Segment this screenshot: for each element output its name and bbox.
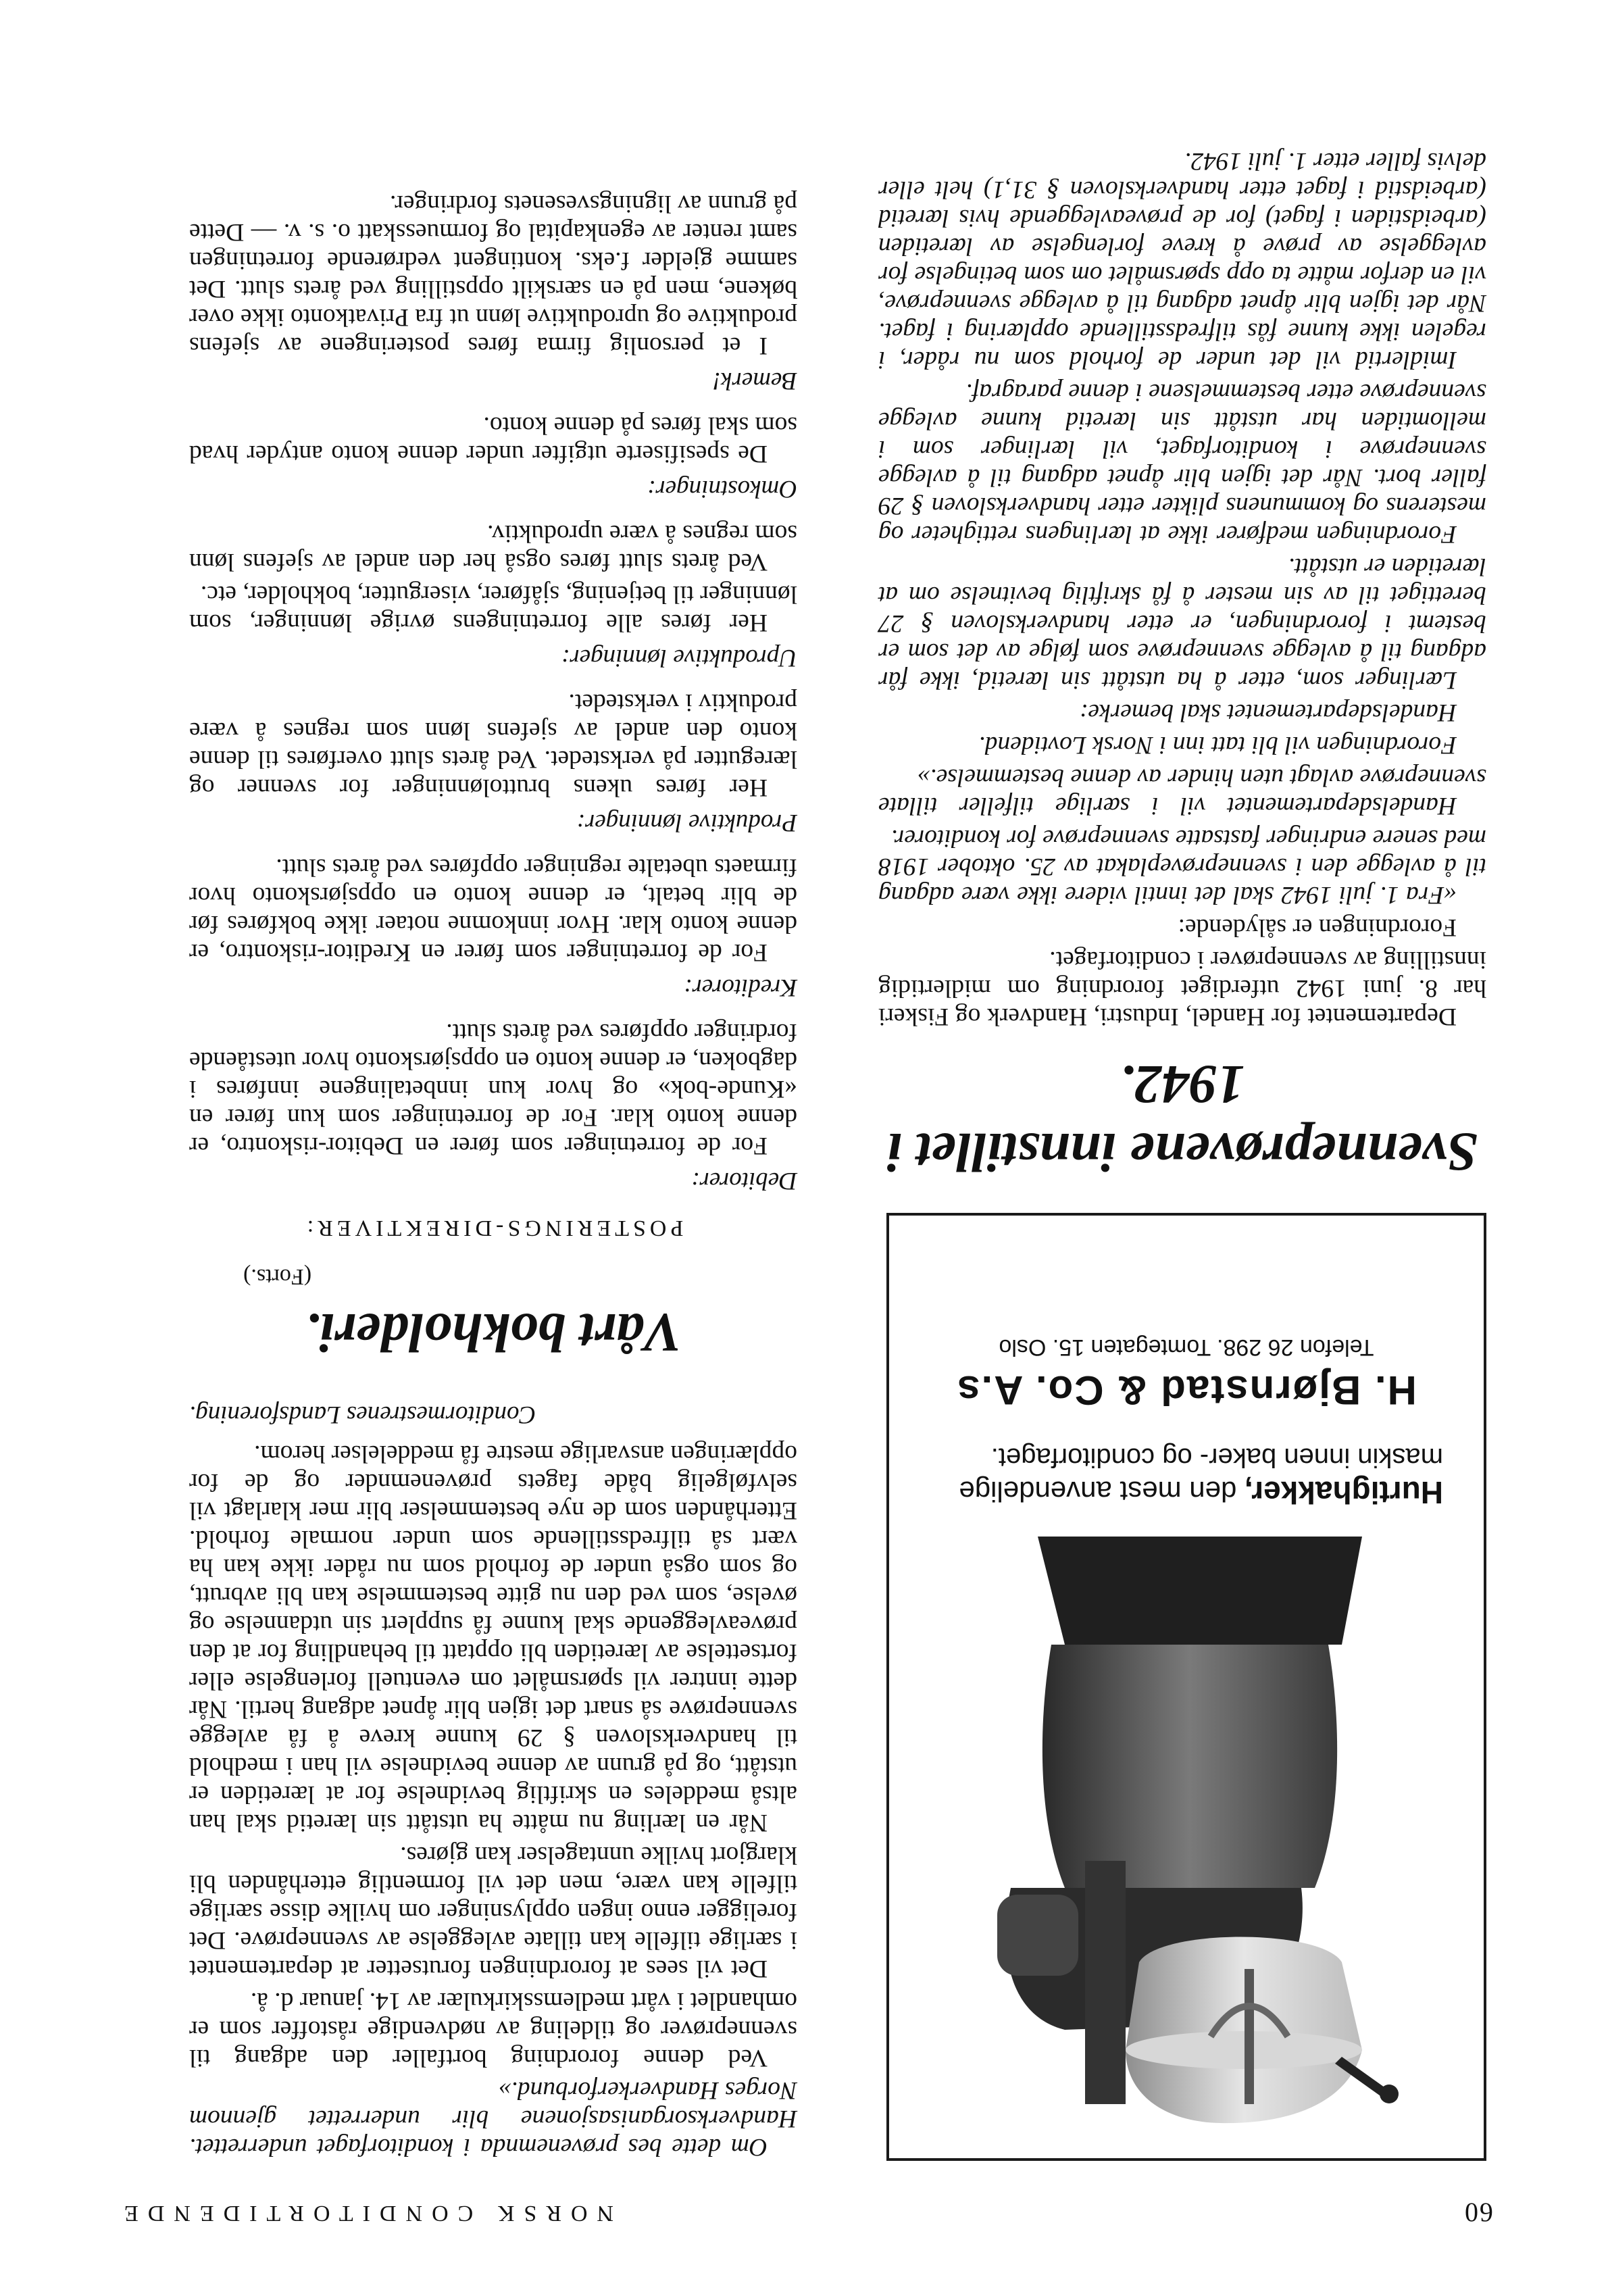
subheading-uproduktive: Uproduktive lønninger: bbox=[561, 644, 797, 672]
ad-line-2: maskin innen baker- og conditorfaget. bbox=[990, 1443, 1443, 1472]
paragraph-uproduktive-1: Her føres alle forretningens øvrige lønninger, som lønninger til betjening, sjåfører, visergutter, bokholder, etc. bbox=[189, 580, 797, 637]
paragraph-omkostninger: De spesifiserte utgifter under denne konto antyder hvad som skal føres på denne konto. bbox=[189, 411, 797, 468]
paragraph-debitorer: For de forretninger som fører en Debitor-riskontro, er denne konto klar. For de forretninger som kun fører en «Kunde-bok» og hvor kun innbetalingene innføres i dagboken, er denne konto en oppsjørskonto hvor utestående fordringer oppføres ved årets slutt. bbox=[189, 1018, 797, 1159]
article1-paragraph-1: Om dette bes prøvenemnda i konditorfaget underrettet. Handverksorganisasjonene blir underrettet gjennom Norges Handverkerforbund.» bbox=[189, 2076, 797, 2161]
article1-quote-1: «Fra 1. juli 1942 skal det inntil videre ikke være adgang til å avlegge den i svenneprøveplakat av 25. oktober 1918 med senere endringer fastsatte svenneprøve for konditorer. bbox=[878, 824, 1486, 909]
article1-paragraph-3: Det vil sees at forordningen forutsetter at departementet i særlige tilfelle kan tillate avleggelse av svenneprøve. Det foreligger enno ingen opplysninger om hvilke disse særlige tilfelle kan være, men det vil formentlig etterhånden bli klargjort hvilke unntagelser kan gjøres. bbox=[189, 1841, 797, 1982]
mixer-machine-photo-icon bbox=[930, 1537, 1443, 2131]
article2-continued: (Forts.) bbox=[243, 1264, 312, 1289]
article2-title: Vårt bokholderi. bbox=[305, 1302, 681, 1364]
ad-text-block bbox=[930, 1334, 1443, 1509]
ad-line-1-rest: den mest anvendelige bbox=[959, 1476, 1237, 1507]
page-number: 60 bbox=[1463, 2197, 1493, 2228]
paragraph-bemerk: I et personlig firma føres posteringene av sjefens produktive og uproduktive lønn ut fra Privatkonto ikke over bøkene, men på en særskilt oppstilling ved årets slutt. Det samme gjelder f.eks. kontingent vedrørende forretningen samt renter av egenkapital og formuesskatt o. s. v. — Dette på grunn av ligningsvesenets fordringer. bbox=[189, 190, 797, 359]
paragraph-uproduktive-2: Ved årets slutt føres også her den andel av sjefens lønn som regnes å være uproduktiv. bbox=[189, 520, 797, 576]
article1-quote-3: Forordningen vil bli tatt inn i Norsk Lovtidend. bbox=[978, 731, 1457, 759]
article1-quote-2: Handelsdepartementet vil i særlige tilfeller tillate svenneprøve avlagt uten hinder av denne bestemmelse.» bbox=[878, 764, 1486, 820]
subheading-produktive: Produktive lønninger: bbox=[576, 809, 797, 837]
subheading-omkostninger: Omkostninger: bbox=[647, 475, 797, 503]
journal-title: NORSK CONDITORTIDENDE bbox=[115, 2201, 614, 2226]
right-column bbox=[189, 185, 797, 2161]
paragraph-kreditorer: For de forretninger som fører en Kreditor-riskontro, er denne konto klar. Hvor innkomne notaer ikke bokføres før de blir betalt, er denne konto en oppsjørskonto hvor firmaets ubetalte regninger oppføres ved årets slutt. bbox=[189, 853, 797, 966]
ad-company-name: H. Bjørnstad & Co. A.s bbox=[956, 1368, 1417, 1413]
left-column bbox=[878, 143, 1486, 2161]
article2-section-title: POSTERINGS-DIREKTIVER: bbox=[303, 1216, 684, 1241]
ad-product-name: Hurtighakker, bbox=[1245, 1475, 1443, 1510]
article1-quote-4: Handelsdepartementet skal bemerke: bbox=[1079, 699, 1457, 726]
article1-paragraph-2: Ved denne forordning bortfaller den adgang til svenneprøver og tildeling av nødvendige råstoffer som er omhandlet i vårt medlemsskirkulær av 14. januar d. å. bbox=[189, 1987, 797, 2072]
subheading-debitorer: Debitorer: bbox=[691, 1167, 797, 1195]
subheading-kreditorer: Kreditorer: bbox=[684, 974, 797, 1001]
subheading-bemerk: Bemerk! bbox=[712, 367, 797, 395]
article1-quote-6: Forordningen medfører ikke at lærlingens rettigheter og mesterens og kommunens plikter etter handverksloven § 29 faller bort. Når det igjen blir åpnet adgang til å avlegge svenneprøve i konditorfaget, vil lærlinger som i mellomtiden har utstått sin læretid kunne avlegge svenneprøve etter bestemmelsene i denne paragraf. bbox=[878, 378, 1486, 548]
ad-address: Telefon 26 298. Tomtegaten 15. Oslo bbox=[999, 1334, 1374, 1360]
running-head bbox=[115, 2188, 1493, 2228]
article1-quote-5: Lærlinger som, etter å ha utstått sin læretid, ikke får adgang til å avlegge svenneprøve som følge av det som er bestemt i forordningen, er etter handverksloven § 27 berettiget til av sin mester å få skriftlig bevitnelse om at læretiden er utstått. bbox=[878, 553, 1486, 694]
paragraph-produktive: Her føres ukens bruttolønninger for svenner og læregutter på verkstedet. Ved årets slutt overføres til denne konto den andel av sjefens lønn som regnes å være produktiv i verkstedet. bbox=[189, 689, 797, 801]
ad-line-1 bbox=[930, 1474, 1443, 1509]
article1-lead: Forordningen er sålydende: bbox=[1178, 914, 1457, 941]
article1-quote-7: Imidlertid vil det under de forhold som nu råder, i regelen ikke kunne fås tilfredsstillende opplæring i faget. Når det igjen blir åpnet adgang til å avlegge svenneprøve, vil en derfor måtte ta opp spørsmålet om som betingelse for avleggelse av prøve å kreve forlengelse av læretiden (arbeidstiden i faget) for de prøveavleggende hvis læretid (arbeidstid i faget etter handverksloven § 31,1) helt eller delvis faller etter 1. juli 1942. bbox=[878, 147, 1486, 374]
article1-title: Svenneprøvene innstillet i 1942. bbox=[886, 1054, 1478, 1183]
advertisement bbox=[886, 1213, 1486, 2161]
article1-intro: Departementet for Handel, Industri, Handverk og Fiskeri har 8. juni 1942 utferdiget forordning om midlertidig innstilling av svenneprøver i conditorfaget. bbox=[878, 946, 1486, 1030]
article1-signature: Conditormestrenes Landsforening. bbox=[189, 1401, 536, 1428]
article1-paragraph-4: Når en lærling nu måtte ha utstått sin læretid skal han altså meddeles en skriftlig bevidnelse for at læretiden er utstått, og på grunn av denne bevidnelse vil han i medhold til handverksloven § 29 kunne kreve å få avlegge svenneprøve så snart det igjen blir åpnet adgang hertil. Når dette inntrer vil spørsmålet om eventuell forlengelse eller fortsettelse av læretiden bli opptatt til behandling for at den prøveavleggende skal kunne få supplert sin utdannelse og øvelse, som ved den nu gitte bestemmelse kan bli avbrutt, og som også under de forhold som nu råder ikke kan ha vært så tilfredsstillende som under normale forhold. Etterhånden som de nye bestemmelser blir mer klarlagt vil selvfølgelig både fagets prøvenemnder og de for opplæringen ansvarlige mestre få meddelelser herom. bbox=[189, 1440, 797, 1837]
